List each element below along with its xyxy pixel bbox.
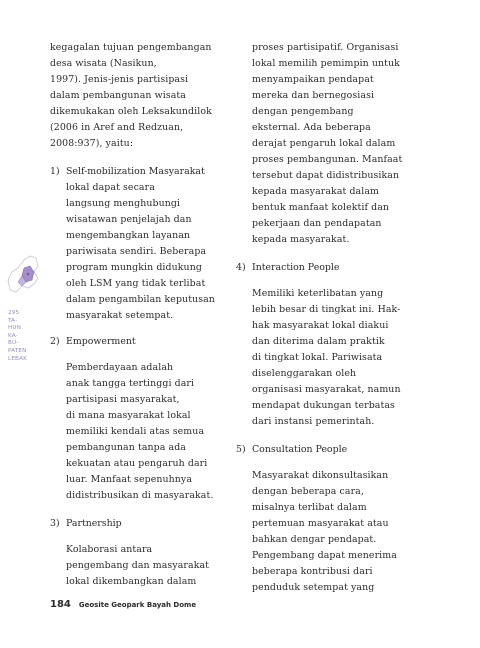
list-item-1-heading: 1) Self-mobilization Masyarakat — [50, 166, 205, 177]
list-item-3-body: Kolaborasi antara pengembang dan masyarakat lokal dikembangkan dalam — [66, 544, 210, 587]
list-item-5-body: Masyarakat dikonsultasikan dengan beberapa cara, misalnya terlibat dalam pertemuan masyarakat atau bahkan dengar pendapat. Pengembang dapat menerima beberapa kontribusi dari penduduk setempat yang — [252, 470, 397, 593]
list-item-2-body: Pemberdayaan adalah anak tangga tertinggi dari partisipasi masyarakat, di mana masyarakat lokal memiliki kendali atas semua pembangunan tanpa ada kekuatan atau pengaruh dari luar. Manfaat sepenuhnya didistribusikan di masyarakat. — [66, 362, 214, 501]
list-item-3-continued: proses partisipatif. Organisasi lokal memilih pemimpin untuk menyampaikan pendapat mereka dan bernegosiasi dengan pengembang eksternal. Ada beberapa derajat pengaruh lokal dalam proses pembangunan. Manfaat tersebut dapat didistribusikan kepada masyarakat dalam bentuk manfaat kolektif dan pekerjaan dan pendapatan kepada masyarakat. — [252, 42, 403, 245]
list-item-5-heading: 5) Consultation People — [236, 444, 348, 455]
page-number: 184 — [50, 599, 71, 610]
book-title: Geosite Geopark Bayah Dome — [78, 601, 197, 609]
page-footer — [50, 599, 196, 610]
map-icon — [4, 250, 44, 298]
list-item-2-heading: 2) Empowerment — [50, 336, 136, 347]
list-item-4-heading: 4) Interaction People — [236, 262, 340, 273]
intro-paragraph: kegagalan tujuan pengembangan desa wisata (Nasikun, 1997). Jenis-jenis partisipasi dalam pembangunan wisata dikemukakan oleh Leksakundilok (2006 in Aref and Redzuan, 2008:937), yaitu: — [50, 42, 212, 149]
list-item-1-body: lokal dapat secara langsung menghubungi wisatawan penjelajah dan mengembangkan layanan pariwisata sendiri. Beberapa program mungkin didukung oleh LSM yang tidak terlibat dalam pengambilan keputusan masyarakat setempat. — [66, 182, 215, 321]
list-item-4-body: Memiliki keterlibatan yang lebih besar di tingkat ini. Hak- hak masyarakat lokal diakui dan diterima dalam praktik di tingkat lokal. Pariwisata diselenggarakan oleh organisasi masyarakat, namun mendapat dukungan terbatas dari instansi pemerintah. — [252, 288, 401, 427]
list-item-3-heading: 3) Partnership — [50, 518, 122, 529]
right-column — [236, 40, 408, 596]
left-column — [50, 40, 220, 590]
margin-note: 295 TA- HUN KA- BU- PATEN LEBAK — [8, 310, 27, 362]
